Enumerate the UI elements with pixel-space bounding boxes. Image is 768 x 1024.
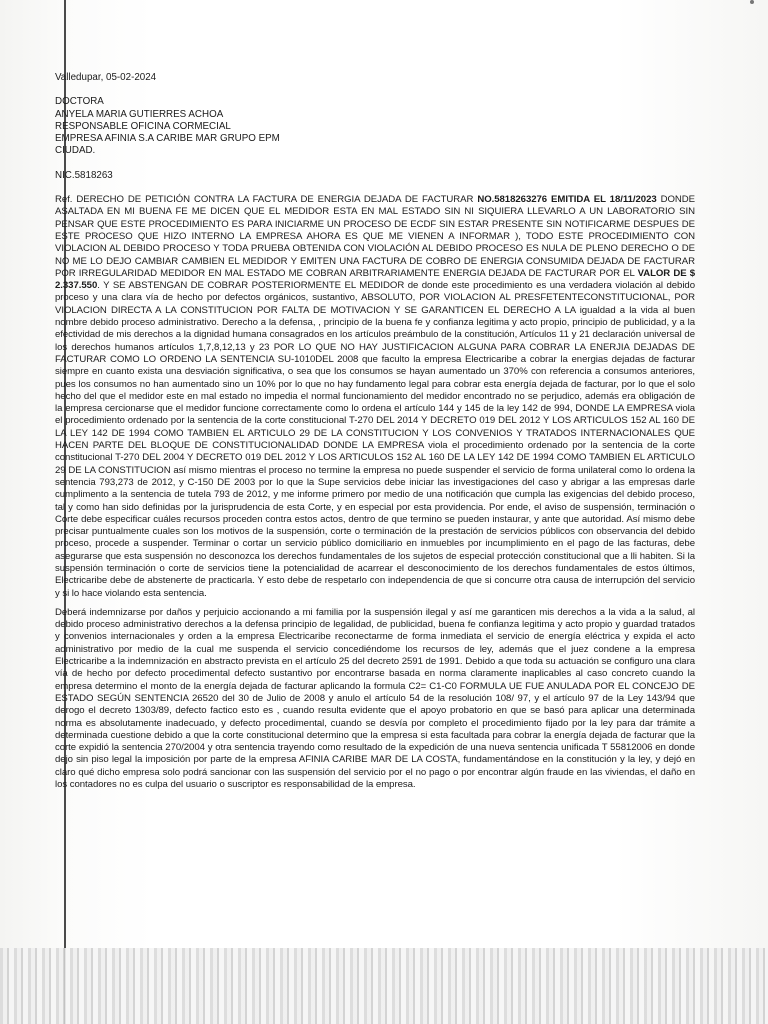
recipient-line: CIUDAD.	[55, 145, 96, 157]
scan-speck	[750, 0, 754, 4]
nic-number: NIC.5818263	[55, 169, 113, 181]
recipient-line: RESPONSABLE OFICINA CORMECIAL	[55, 120, 231, 132]
recipient-block	[55, 96, 695, 157]
amount-value: VALOR DE $ 2.337.550	[55, 267, 695, 292]
letter-body	[55, 72, 695, 791]
scan-bottom-artifact	[0, 948, 768, 1024]
recipient-line: DOCTORA	[55, 96, 104, 108]
reference-paragraph: Ref. DERECHO DE PETICIÓN CONTRA LA FACTURA DE ENERGIA DEJADA DE FACTURAR NO.5818263276 EMITIDA EL 18/11/2023 DONDE ASALTADA EN MI BUENA FE ME DICEN QUE EL MEDIDOR ESTA EN MAL ESTADO SIN NI SIQUIERA LLEVARLO A UN LABORATORIO SIN PENSAR QUE ESTE PROCEDIMIENTO ES PARA INICIARME UN PROCESO DE ECDF SIN ESTAR PRESENTE SIN NOTIFICARME DESPUES DE ESTE PROCESO QUE HIZO INTERNO LA EMPRESA AHORA ES QUE ME VIENEN A INFORMAR ), TODO ESTE PROCEDIMIENTO CON VIOLACION AL DEBIDO PROCESO Y TODA PRUEBA OBTENIDA CON VIOLACIÓN AL DEBIDO PROCESO ES NULA DE PLENO DERECHO O DE NO ME LO DEJO CAMBIAR CAMBIEN EL MEDIDOR Y EMITEN UNA FACTURA DE COBRO DE ENERGIA CONSUMIDA DEJADA DE FACTURAR POR IRREGULARIDAD MEDIDOR EN MAL ESTADO ME COBRAN ARBITRARIAMENTE ENERGIA DEJADA DE FACTURAR POR EL VALOR DE $ 2.337.550. Y SE ABSTENGAN DE COBRAR POSTERIORMENTE EL MEDIDOR de donde este procedimiento es una verdadera violación al debido proceso y una clara vía de hecho por defectos orgánicos, sustantivo, ABSOLUTO, POR VIOLACION AL PRESFETENTECONSTITUCIONAL, POR VIOLACION DIRECTA A LA CONSTITUCION POR FALTA DE MOTIVACION Y SE GARANTICEN EL DERECHO A LA igualdad a la vida al buen nombre debido proceso administrativo. Derecho a la defensa, , principio de la buena fe y confianza legitima y acto propio, principio de publicidad, y a la efectividad de mis derechos a la dignidad humana consagrados en los artículos preámbulo de la constitución, Artículos 11 y 21 declaración universal de los derechos humanos artículos 1,7,8,12,13 y 23 POR LO QUE NO HAY JUSTIFICACION ALGUNA PARA COBRAR LA ENERJIA DEJADAS DE FACTURAR COMO LO ORDENO LA SENTENCIA SU-1010DEL 2008 que faculto la empresa Electricaribe a cobrar la energias dejadas de facturar siempre en cuanto exista una desviación significativa, o sea que los consumos se hayan aumentado un 370% con referencia a consumos anteriores, pues los consumos no han aumentado sino un 10% por lo que no hay fundamento legal para cobrar esta energía dejada de facturar, por lo que el solo hecho del que el medidor este en mal estado no impedia el normal funcionamiento del medidor encontrado no se perjudico, además era obligación de la empresa cercionarse que el medidor funcione correctamente como lo ordena el artículo 144 y 145 de la ley 142 de 994, DONDE LA EMPRESA viola el procedimiento ordenado por la sentencia de la corte constitucional T-270 DEL 2014 Y DECRETO 019 DEL 2012 Y LOS ARTICULOS 152 AL 160 DE LA LEY 142 DE 1994 COMO TAMBIEN EL ARTICULO 29 DE LA CONSTITUCION Y LOS CONVENIOS Y TRATADOS INTERNACIONALES QUE HACEN PARTE DEL BLOQUE DE CONSTITUCIONALIDAD DONDE LA EMPRESA viola el procedimiento ordenado por la sentencia de la corte constitucional T-270 DEL 2004 Y DECRETO 019 DEL 2012 Y LOS ARTICULOS 152 AL 160 DE LA LEY 142 DE 1994 COMO TAMBIEN EL ARTICULO 29 DE LA CONSTITUCION así mismo mientras el proceso no termine la empresa no puede suspender el servicio de forma unilateral como lo ordena la sentencia 793,273 de 2012, y C-150 DE 2003 por lo que la Supe servicios debe iniciar las investigaciones del caso y abrigar a las empresas darle cumplimento a la sentencia de tutela 793 de 2012, y me informe primero por medio de una notificación que cumpla las exigencias del debido proceso, tal y como han sido definidas por la jurisprudencia de esta Corte, y en especial por esta providencia. Por ende, el aviso de suspensión, terminación o Corte debe especificar cuáles recursos proceden contra estos actos, dentro de que termino se pueden instaurar, y ante que autoridad. Así mismo debe precisar puntualmente cuales son los motivos de la suspensión, corte o terminación de la prestación de servicios públicos con observancia del debido proceso, procede a suspender. Terminar o cortar un servicio público domiciliario en inmuebles por incumplimiento en el pago de las facturas, debe asegurarse que esta suspensión no desconozca los derechos fundamentales de los sujetos de especial protección constitucional que a lli habiten. Si la suspensión terminación o corte de servicios tiene la potencialidad de acarrear el desconocimiento de los derechos fundamentales de estos últimos, Electricaribe debe de abstenerte de practicarla. Y esto debe de respetarlo con independencia de que si concurre otra causa de interrupción del servicio y si lo hace violando esta sentencia.	[55, 194, 696, 599]
invoice-number: NO.5818263276 EMITIDA EL 18/11/2023	[477, 194, 657, 206]
indemnification-paragraph: Deberá indemnizarse por daños y perjuicio accionando a mi familia por la suspensión ilegal y así me garanticen mis derechos a la vida a la salud, al debido proceso administrativo derechos a la defensa principio de legalidad, de publicidad, buena fe confianza legitima y acto propio y guardad tratados y convenios internacionales y orden a la empresa Electricaribe reconectarme de forma inmediata el servicio de energía eléctrica y expida el acto administrativo por medio de la cual me suspenda el servicio concediéndome los recursos de ley, además que el juez condene a la empresa Electricaribe a la indemnización en abstracto prevista en el artículo 25 del decreto 2591 de 1991. Debido a que toda su actuación se configuro una clara vía de hecho por defecto procedimental defecto sustantivo por encontrarse basada en norma claramente inaplicables al caso concreto cuando la empresa determino el monto de la energía dejada de facturar aplicando la formula C2= C1-C0 FORMULA UE FUE ANULADA POR EL CONCEJO DE ESTADO SEGÚN SENTENCIA 26520 del 30 de Julio de 2008 y anulo el artículo 54 de la resolución 108/ 97, y el artículo 97 de la Ley 143/94 que derogo el decreto 1303/89, defecto factico esto es , cuando resulta evidente que el apoyo probatorio en que se basó para aplicar una determinada norma es absolutamente inadecuado, y defecto procedimental, cuando se desvía por completo el procedimiento fijado por la ley para dar trámite a determinada cuestione debido a que la corte constitucional determino que la empresa si esta facultada para cobrar la energía dejada de facturar que la corte expidió la sentencia 270/2004 y otra sentencia trayendo como resultado de la expedición de una nueva sentencia unificada T 55812006 en donde dejo sin piso legal la imposición por parte de la empresa AFINIA CARIBE MAR DE LA COSTA, fundamentándose en la constitución y la ley, y dejó en claro qué dicho empresa solo podrá sancionar con las suspensión del servicio por el no pago o por encontrar algún fraude en las viviendas, el daño en los contadores no es culpa del usuario o suscriptor es responsabilidad de la empresa.	[55, 606, 695, 791]
recipient-line: ANYELA MARIA GUTIERRES ACHOA	[55, 108, 224, 120]
date-line: Valledupar, 05-02-2024	[55, 72, 157, 83]
recipient-line: EMPRESA AFINIA S.A CARIBE MAR GRUPO EPM	[55, 133, 280, 145]
